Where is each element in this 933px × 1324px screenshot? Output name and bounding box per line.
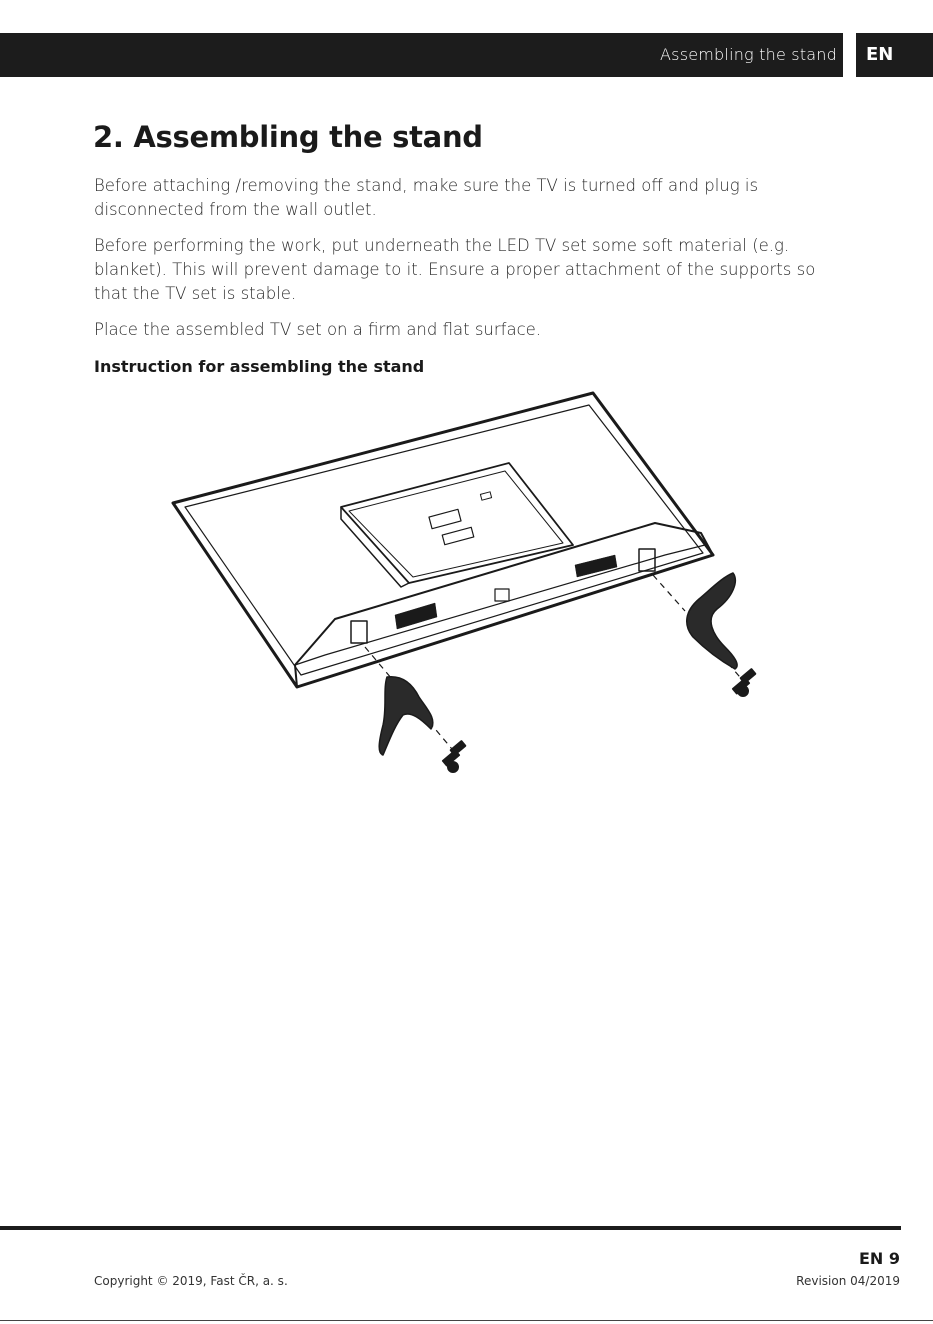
footer-copyright: Copyright © 2019, Fast ČR, a. s. [94, 1274, 288, 1288]
instruction-subheading: Instruction for assembling the stand [94, 357, 425, 376]
footer-divider [0, 1226, 901, 1230]
language-badge [856, 33, 933, 77]
footer-page-number: EN 9 [858, 1249, 900, 1268]
paragraph-1: Before attaching /removing the stand, make sure the TV is turned off and plug is disconnected from the wall outlet. [94, 176, 759, 219]
paragraph-3: Place the assembled TV set on a firm and flat surface. [94, 320, 542, 339]
language-label: EN [866, 44, 894, 65]
footer-revision: Revision 04/2019 [796, 1274, 900, 1288]
bottom-edge-line [0, 1320, 933, 1321]
header-section-title: Assembling the stand [660, 45, 837, 64]
tv-stand-assembly-illustration-icon [165, 385, 765, 785]
header-bar [0, 33, 843, 77]
page-title: 2. Assembling the stand [93, 120, 483, 154]
paragraph-2: Before performing the work, put underneath the LED TV set some soft material (e.g. blanket). This will prevent damage to it. Ensure a proper attachment of the supports so that the TV set is stable. [94, 236, 816, 303]
